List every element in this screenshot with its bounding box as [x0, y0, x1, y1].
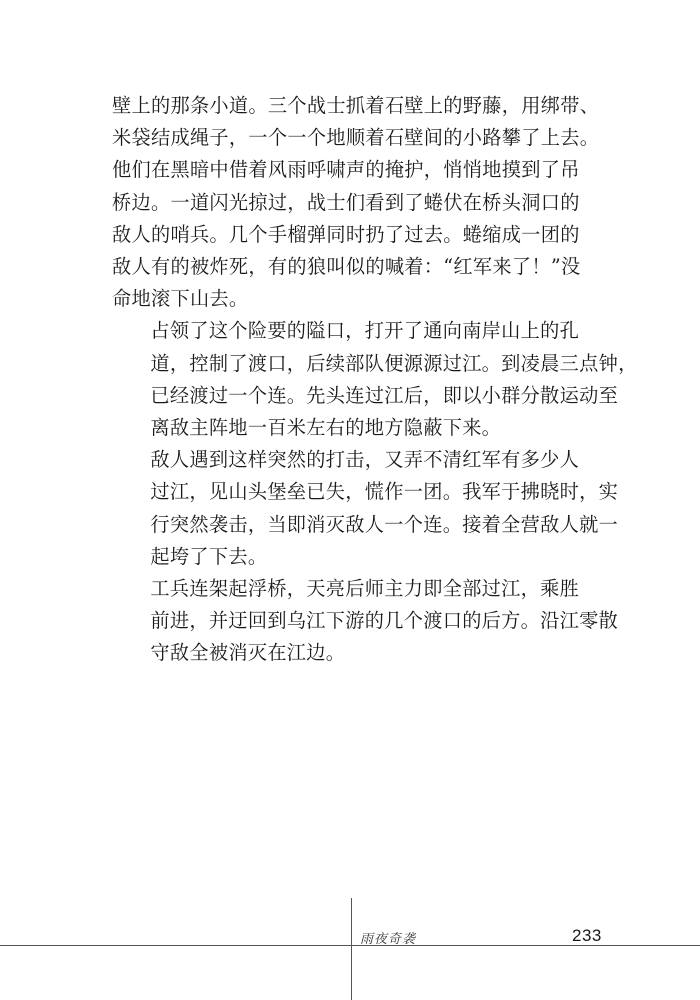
text-line: 敌人的哨兵。几个手榴弹同时扔了过去。蜷缩成一团的	[112, 222, 580, 246]
paragraph	[112, 573, 619, 670]
text-line: 守敌全被消灭在江边。	[150, 641, 346, 665]
text-line: 米袋结成绳子，一个一个地顺着石壁间的小路攀了上去。	[112, 126, 600, 150]
text-line: 工兵连架起浮桥，天亮后师主力即全部过江，乘胜	[150, 577, 580, 601]
text-line: 前进，并迂回到乌江下游的几个渡口的后方。沿江零散	[150, 609, 619, 633]
footer-vertical-rule	[351, 898, 352, 1000]
text-line: 起垮了下去。	[150, 544, 268, 568]
text-line: 过江，见山头堡垒已失，慌作一团。我军于拂晓时，实	[150, 480, 619, 504]
text-line: 离敌主阵地一百米左右的地方隐蔽下来。	[150, 416, 502, 440]
text-line: 敌人有的被炸死，有的狼叫似的喊着：“红军来了！”没	[112, 255, 581, 279]
paragraph	[112, 90, 600, 315]
running-title: 雨夜奇袭	[360, 932, 417, 947]
body-text	[112, 90, 638, 670]
text-line: 敌人遇到这样突然的打击，又弄不清红军有多少人	[150, 448, 580, 472]
paragraph	[112, 444, 619, 573]
text-line: 行突然袭击，当即消灭敌人一个连。接着全营敌人就一	[150, 512, 619, 536]
text-line: 他们在黑暗中借着风雨呼啸声的掩护，悄悄地摸到了吊	[112, 158, 580, 182]
text-line: 已经渡过一个连。先头连过江后，即以小群分散运动至	[150, 383, 619, 407]
page-number: 233	[572, 926, 602, 945]
text-line: 命地滚下山去。	[112, 287, 249, 311]
text-line: 壁上的那条小道。三个战士抓着石壁上的野藤，用绑带、	[112, 94, 600, 117]
text-line: 桥边。一道闪光掠过，战士们看到了蜷伏在桥头洞口的	[112, 190, 580, 214]
paragraph	[112, 315, 638, 444]
text-line: 占领了这个险要的隘口，打开了通向南岸山上的孔	[150, 319, 580, 343]
text-line: 道，控制了渡口，后续部队便源源过江。到凌晨三点钟，	[150, 351, 638, 375]
